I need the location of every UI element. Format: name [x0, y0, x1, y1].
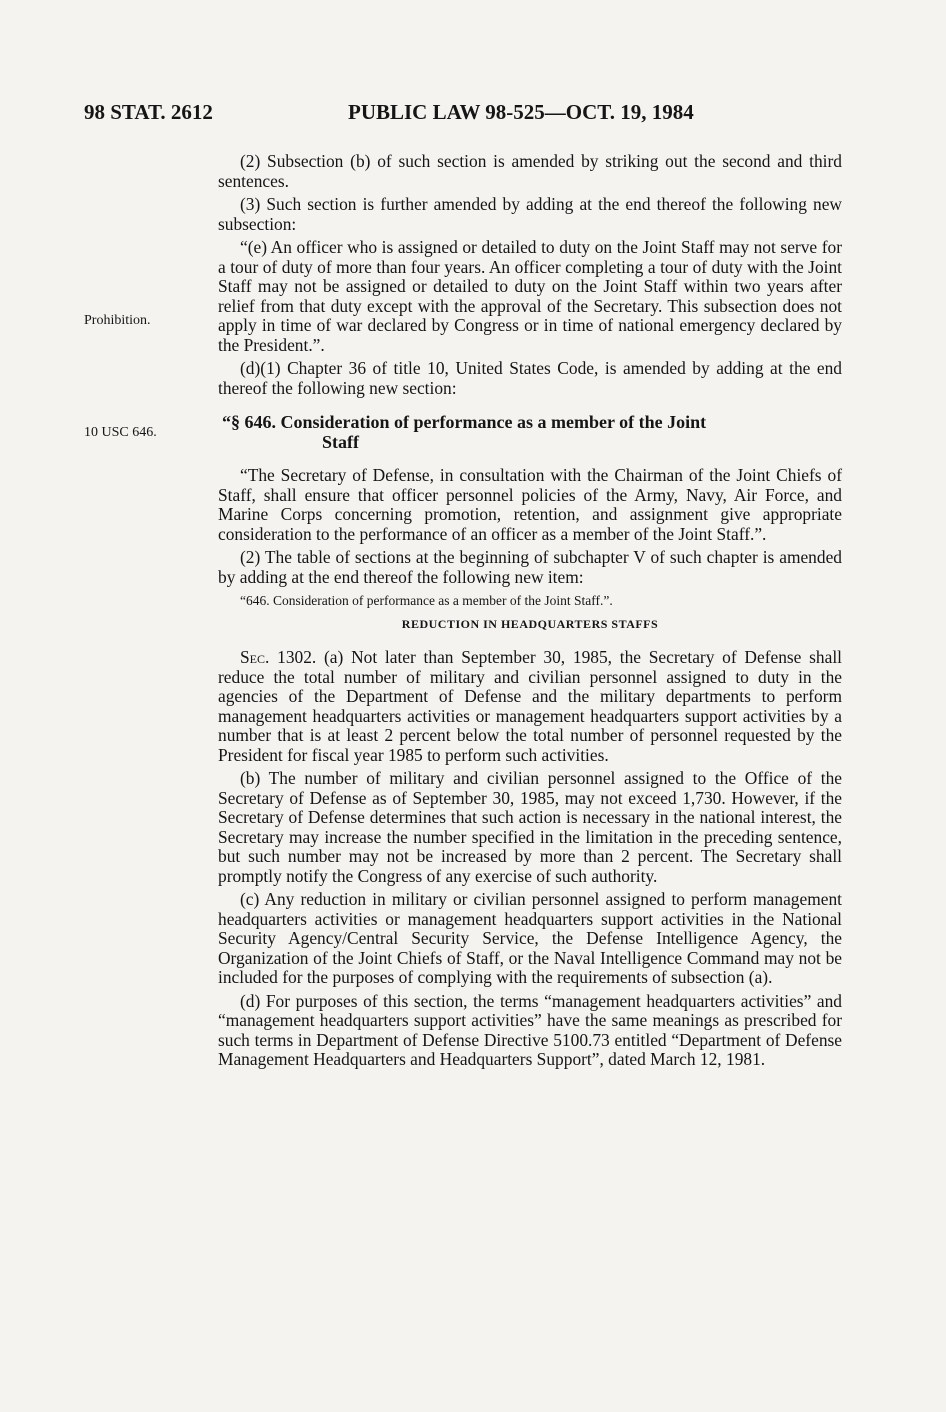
paragraph: (d)(1) Chapter 36 of title 10, United States Code, is amended by adding at the end thereof the following new section:: [218, 358, 842, 398]
paragraph: “The Secretary of Defense, in consultation with the Chairman of the Joint Chiefs of Staff, shall ensure that officer personnel policies of the Army, Navy, Air Force, and Marine Corps concerning promotion, retention, and assignment give appropriate consideration to the performance of an officer as a member of the Joint Staff.”.: [218, 465, 842, 544]
paragraph: (3) Such section is further amended by adding at the end thereof the following new subsection:: [218, 194, 842, 234]
document-body: [218, 152, 842, 1074]
paragraph: (d) For purposes of this section, the terms “management headquarters activities” and “management headquarters support activities” have the same meanings as prescribed for such terms in Department of Defense Directive 5100.73 entitled “Department of Defense Management Headquarters and Headquarters Support”, dated March 12, 1981.: [218, 990, 842, 1069]
paragraph: “(e) An officer who is assigned or detailed to duty on the Joint Staff may not serve for a tour of duty of more than four years. An officer completing a tour of duty with the Joint Staff may not be assigned or detailed to duty on the Joint Staff within two years after relief from that duty except with the approval of the Secretary. This subsection does not apply in time of war declared by Congress or in time of national emergency declared by the President.”.: [218, 237, 842, 355]
paragraph: (c) Any reduction in military or civilian personnel assigned to perform management headquarters activities or management headquarters support activities in the National Security Agency/Central Security Service, the Defense Intelligence Agency, the Organization of the Joint Chiefs of Staff, or the Naval Intelligence Command may not be included for the purposes of complying with the requirements of subsection (a).: [218, 889, 842, 987]
sec-text: 1302. (a) Not later than September 30, 1985, the Secretary of Defense shall reduce the total number of military and civilian personnel assigned to duty in the agencies of the Department of Defense and the military departments to perform management headquarters activities or management headquarters support activities by a number that is at least 2 percent below the total number of personnel requested by the President for fiscal year 1985 to perform such activities.: [218, 647, 842, 765]
section-title: REDUCTION IN HEADQUARTERS STAFFS: [401, 616, 659, 631]
section-646-heading: [218, 412, 842, 452]
paragraph-sec-1302: [218, 648, 842, 765]
paragraph: (b) The number of military and civilian personnel assigned to the Office of the Secretary of Defense as of September 30, 1985, may not exceed 1,730. However, if the Secretary of Defense determines that such action is necessary in the national interest, the Secretary may increase the number specified in the limitation in the preceding sentence, but such number may not be increased by more than 2 percent. The Secretary shall promptly notify the Congress of any exercise of such authority.: [218, 768, 842, 886]
page-header: [84, 100, 844, 130]
paragraph: (2) The table of sections at the beginning of subchapter V of such chapter is amended by adding at the end thereof the following new item:: [218, 547, 842, 587]
stat-citation: 98 STAT. 2612: [84, 100, 213, 124]
table-of-sections-item: “646. Consideration of performance as a member of the Joint Staff.”.: [240, 593, 613, 608]
section-heading-line1: “§ 646. Consideration of performance as a member of the Joint: [222, 412, 707, 432]
margin-note-prohibition: Prohibition.: [84, 313, 151, 328]
section-heading-line2: Staff: [322, 432, 359, 452]
public-law-title: PUBLIC LAW 98-525—OCT. 19, 1984: [348, 100, 694, 124]
paragraph: (2) Subsection (b) of such section is amended by striking out the second and third sentences.: [218, 151, 842, 191]
sec-label: Sec.: [240, 647, 270, 667]
margin-note-usc: 10 USC 646.: [84, 425, 157, 440]
